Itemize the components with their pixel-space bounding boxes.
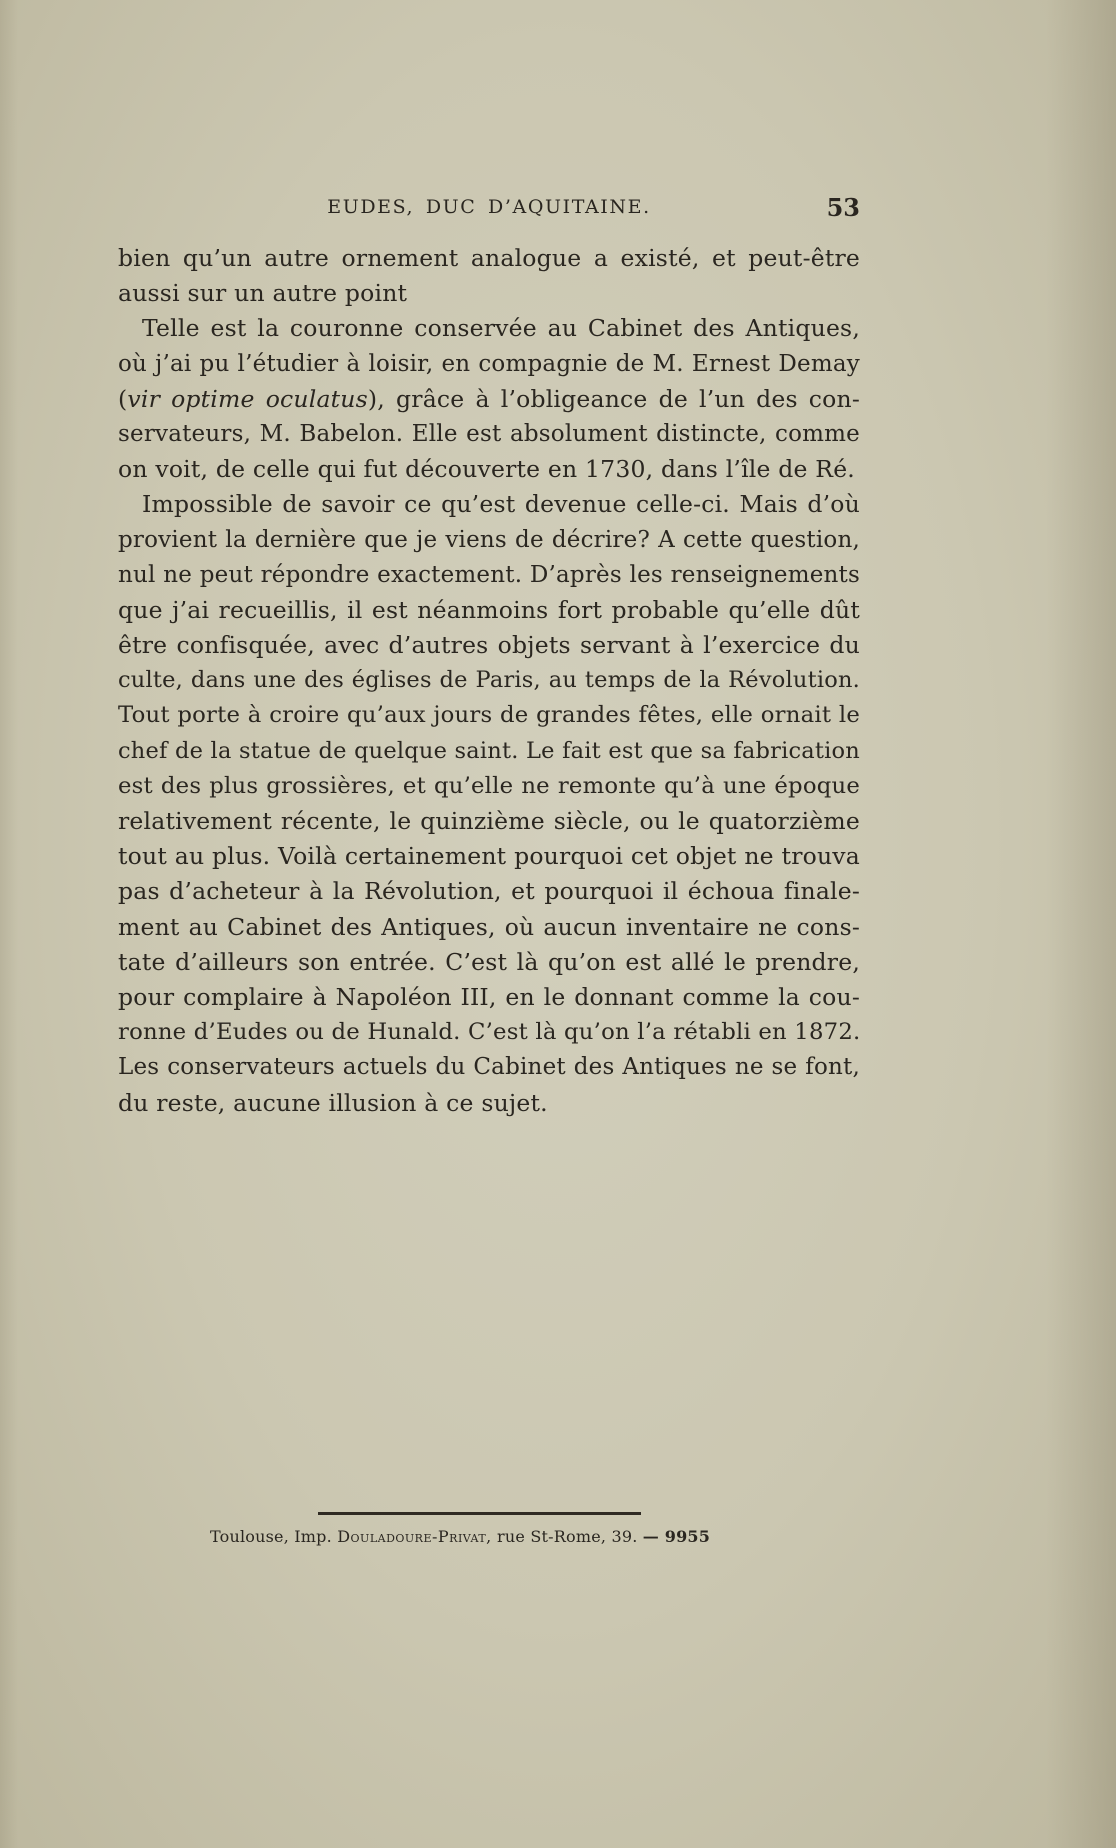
text-segment: ), grâce à l’obligeance de l’un des con- <box>367 384 860 413</box>
page-number: 53 <box>826 193 860 222</box>
text-line: Les conservateurs actuels du Cabinet des Antiques ne se font, <box>118 1054 860 1081</box>
text-line: on voit, de celle qui fut découverte en 1730, dans l’île de Ré. <box>118 455 855 484</box>
text-line: relativement récente, le quinzième siècle, ou le quatorzième <box>118 807 860 835</box>
text-line: tout au plus. Voilà certainement pourquoi cet objet ne trouva <box>118 842 860 871</box>
text-line: est des plus grossières, et qu’elle ne remonte qu’à une époque <box>118 772 860 799</box>
text-line: culte, dans une des églises de Paris, au temps de la Révolution. <box>118 667 860 694</box>
text-line: ronne d’Eudes ou de Hunald. C’est là qu’on l’a rétabli en 1872. <box>118 1019 861 1046</box>
text-line <box>118 382 860 417</box>
text-segment: ( <box>118 384 128 413</box>
text-line: tate d’ailleurs son entrée. C’est là qu’on est allé le prendre, <box>118 947 860 976</box>
text-line: Impossible de savoir ce qu’est devenue celle-ci. Mais d’où <box>142 490 860 519</box>
text-line: où j’ai pu l’étudier à loisir, en compagnie de M. Ernest Demay <box>118 350 860 377</box>
printer-imprint <box>210 1527 770 1546</box>
text-line: que j’ai recueillis, il est néanmoins fort probable qu’elle dût <box>118 595 860 624</box>
text-line: du reste, aucune illusion à ce sujet. <box>118 1088 548 1117</box>
body-text <box>118 241 860 1121</box>
text-line: pour complaire à Napoléon III, en le donnant comme la cou- <box>118 982 860 1011</box>
text-line: être confisquée, avec d’autres objets servant à l’exercice du <box>118 631 860 660</box>
imprint-number: — 9955 <box>642 1527 711 1546</box>
italic-phrase: vir optime oculatus <box>127 384 368 413</box>
text-line: bien qu’un autre ornement analogue a existé, et peut-être <box>118 244 860 272</box>
text-line: aussi sur un autre point <box>118 279 408 308</box>
text-line: chef de la statue de quelque saint. Le fait est que sa fabrication <box>118 737 860 764</box>
text-line: ment au Cabinet des Antiques, où aucun inventaire ne cons- <box>118 912 860 941</box>
imprint-place: Toulouse, Imp. <box>210 1527 332 1546</box>
imprint-printer: Douladoure-Privat, <box>337 1527 492 1546</box>
text-line: nul ne peut répondre exactement. D’après les renseignements <box>118 561 860 588</box>
page-left-edge-shading <box>0 0 18 1848</box>
text-line: servateurs, M. Babelon. Elle est absolument distincte, comme <box>118 420 860 447</box>
text-line: provient la dernière que je viens de décrire? A cette question, <box>118 526 860 553</box>
text-line: Tout porte à croire qu’aux jours de grandes fêtes, elle ornait le <box>118 702 860 729</box>
text-line: Telle est la couronne conservée au Cabinet des Antiques, <box>142 314 860 343</box>
footer-rule <box>318 1512 641 1515</box>
page-right-edge-shading <box>1046 0 1116 1848</box>
imprint-address: rue St-Rome, 39. <box>497 1527 638 1546</box>
text-line: pas d’acheteur à la Révolution, et pourquoi il échoua finale- <box>118 877 860 906</box>
running-title: EUDES, DUC D’AQUITAINE. <box>327 196 651 218</box>
running-head <box>118 193 860 228</box>
